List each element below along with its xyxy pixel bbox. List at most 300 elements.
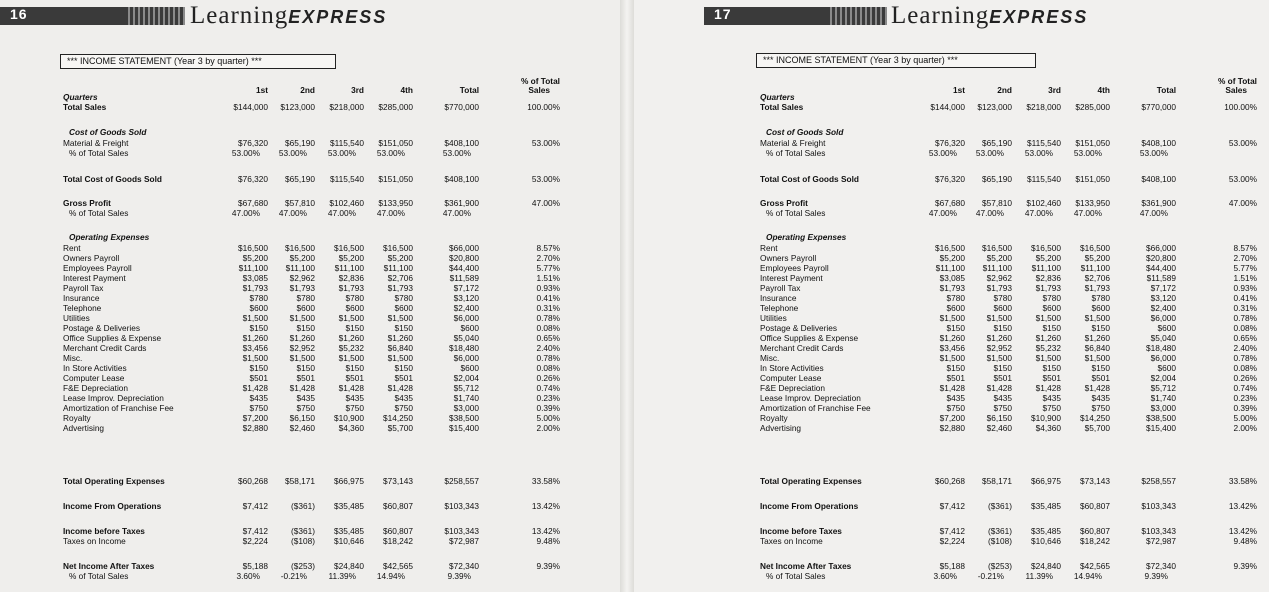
cell-value: 47.00% — [327, 208, 356, 218]
page-number: 17 — [714, 6, 732, 22]
cell-value: $1,500 — [289, 353, 315, 363]
statement-title: *** INCOME STATEMENT (Year 3 by quarter) *** — [60, 54, 336, 69]
cell-value: $6,150 — [289, 413, 315, 423]
cell-value: $1,500 — [986, 353, 1012, 363]
cell-value: $60,807 — [1080, 501, 1110, 511]
row-label: Postage & Deliveries — [760, 323, 838, 333]
cell-value: $144,000 — [930, 102, 965, 112]
cell-value: $750 — [296, 403, 315, 413]
cell-value: $1,500 — [1084, 353, 1110, 363]
cell-value: $780 — [394, 293, 413, 303]
cell-value: $11,100 — [285, 263, 315, 273]
table-row — [63, 536, 563, 547]
cell-value: $2,706 — [387, 273, 413, 283]
cell-value: $18,242 — [1080, 536, 1110, 546]
cell-percent: 47.00% — [531, 198, 560, 208]
row-label: % of Total Sales — [766, 148, 826, 158]
cell-percent: 0.65% — [1233, 333, 1257, 343]
cell-value: $780 — [345, 293, 364, 303]
cell-percent: 5.00% — [536, 413, 560, 423]
row-label: Total Sales — [760, 102, 804, 112]
cell-value: ($361) — [988, 501, 1012, 511]
cell-value: $103,343 — [1141, 501, 1176, 511]
cell-value: $750 — [1042, 403, 1061, 413]
cell-percent: 100.00% — [1224, 102, 1257, 112]
cell-value: $16,500 — [1031, 243, 1061, 253]
cell-value: $10,900 — [1031, 413, 1061, 423]
cell-value: $750 — [946, 403, 965, 413]
pct-header: % of Total — [1217, 76, 1257, 86]
book-gutter — [620, 0, 634, 592]
cell-value: $7,412 — [242, 501, 268, 511]
header-bar — [0, 7, 185, 25]
cell-value: $770,000 — [444, 102, 479, 112]
cell-value: $5,712 — [1150, 383, 1176, 393]
cell-value: ($253) — [988, 561, 1012, 571]
cell-value: $76,320 — [238, 174, 268, 184]
cell-value: $2,224 — [242, 536, 268, 546]
cell-value: $3,456 — [242, 343, 268, 353]
cell-percent: 2.70% — [1233, 253, 1257, 263]
cell-value: $150 — [296, 363, 315, 373]
cell-value: 9.39% — [447, 571, 471, 581]
cell-value: $1,260 — [939, 333, 965, 343]
cell-value: $18,480 — [1146, 343, 1176, 353]
cell-percent: 100.00% — [527, 102, 560, 112]
cell-value: $102,460 — [329, 198, 364, 208]
cell-value: $218,000 — [1026, 102, 1061, 112]
cell-value: $1,500 — [1035, 313, 1061, 323]
cell-value: -0.21% — [280, 571, 307, 581]
cell-value: $600 — [1157, 323, 1176, 333]
cell-value: $258,557 — [1141, 476, 1176, 486]
cell-value: $600 — [345, 303, 364, 313]
cell-value: 47.00% — [278, 208, 307, 218]
cell-value: $780 — [249, 293, 268, 303]
cell-value: $4,360 — [1035, 423, 1061, 433]
table-row — [63, 148, 563, 159]
cell-value: $102,460 — [1026, 198, 1061, 208]
cell-value: $4,360 — [338, 423, 364, 433]
cell-value: 11.39% — [328, 571, 356, 581]
row-label: F&E Depreciation — [63, 383, 129, 393]
column-header: 3rd — [1048, 85, 1061, 95]
cell-value: $133,950 — [1075, 198, 1110, 208]
row-label: Operating Expenses — [69, 232, 150, 242]
column-header: 3rd — [351, 85, 364, 95]
cell-value: $5,200 — [387, 253, 413, 263]
row-label: Quarters — [63, 92, 98, 102]
brand-logo: LearningEXPRESS — [891, 2, 1089, 29]
cell-value: $1,793 — [1035, 283, 1061, 293]
cell-value: $750 — [1091, 403, 1110, 413]
column-header: 4th — [1097, 85, 1110, 95]
row-label: Insurance — [760, 293, 797, 303]
table-row — [63, 501, 563, 512]
cell-value: $600 — [1042, 303, 1061, 313]
cell-value: $11,100 — [982, 263, 1012, 273]
cell-value: $1,260 — [986, 333, 1012, 343]
cell-value: $151,050 — [1075, 138, 1110, 148]
cell-value: $60,807 — [383, 526, 413, 536]
cell-value: $1,500 — [242, 313, 268, 323]
cell-percent: 9.48% — [1233, 536, 1257, 546]
row-label: Cost of Goods Sold — [766, 127, 844, 137]
cell-value: $1,428 — [1035, 383, 1061, 393]
cell-value: $1,428 — [939, 383, 965, 393]
row-label: Total Cost of Goods Sold — [760, 174, 859, 184]
cell-value: $65,190 — [982, 174, 1012, 184]
cell-value: $600 — [249, 303, 268, 313]
cell-value: $1,500 — [1084, 313, 1110, 323]
cell-value: $2,004 — [1150, 373, 1176, 383]
cell-value: $18,242 — [383, 536, 413, 546]
row-label: % of Total Sales — [69, 208, 129, 218]
row-label: Lease Improv. Depreciation — [63, 393, 164, 403]
cell-value: ($108) — [988, 536, 1012, 546]
row-label: Merchant Credit Cards — [760, 343, 844, 353]
row-label: Net Income After Taxes — [760, 561, 852, 571]
cell-value: 47.00% — [1024, 208, 1053, 218]
cell-value: $150 — [993, 323, 1012, 333]
cell-value: $73,143 — [383, 476, 413, 486]
cell-percent: 9.39% — [536, 561, 560, 571]
row-label: Owners Payroll — [760, 253, 817, 263]
cell-value: $150 — [1042, 363, 1061, 373]
cell-value: $600 — [460, 323, 479, 333]
cell-percent: 0.41% — [1233, 293, 1257, 303]
cell-value: $2,962 — [986, 273, 1012, 283]
row-label: Interest Payment — [63, 273, 126, 283]
cell-value: $11,589 — [449, 273, 479, 283]
cell-value: $1,500 — [1035, 353, 1061, 363]
cell-value: $600 — [946, 303, 965, 313]
cell-value: $6,000 — [1150, 353, 1176, 363]
cell-value: 47.00% — [376, 208, 405, 218]
cell-value: $1,428 — [986, 383, 1012, 393]
cell-value: $150 — [1042, 323, 1061, 333]
row-label: Advertising — [63, 423, 105, 433]
cell-value: $770,000 — [1141, 102, 1176, 112]
row-label: Employees Payroll — [760, 263, 829, 273]
cell-value: $57,810 — [285, 198, 315, 208]
cell-percent: 0.78% — [1233, 313, 1257, 323]
row-label: Amortization of Franchise Fee — [760, 403, 871, 413]
cell-value: $150 — [993, 363, 1012, 373]
cell-value: $35,485 — [1031, 501, 1061, 511]
cell-value: $7,200 — [939, 413, 965, 423]
cell-value: $1,500 — [387, 353, 413, 363]
cell-percent: 0.78% — [1233, 353, 1257, 363]
cell-value: $5,200 — [939, 253, 965, 263]
row-label: Computer Lease — [760, 373, 822, 383]
cell-percent: 9.39% — [1233, 561, 1257, 571]
cell-value: $1,793 — [1084, 283, 1110, 293]
cell-value: $6,150 — [986, 413, 1012, 423]
cell-value: $65,190 — [982, 138, 1012, 148]
row-label: Total Operating Expenses — [760, 476, 862, 486]
row-label: Income before Taxes — [63, 526, 145, 536]
cell-value: $58,171 — [285, 476, 315, 486]
cell-value: $6,000 — [1150, 313, 1176, 323]
cell-value: 47.00% — [1139, 208, 1168, 218]
table-row — [760, 571, 1260, 582]
cell-percent: 0.31% — [1233, 303, 1257, 313]
table-row — [760, 232, 1260, 243]
cell-value: $5,200 — [338, 253, 364, 263]
cell-value: $3,085 — [939, 273, 965, 283]
row-label: Rent — [63, 243, 81, 253]
cell-value: 53.00% — [231, 148, 260, 158]
table-row — [63, 423, 563, 434]
row-label: Insurance — [63, 293, 100, 303]
column-header: 2nd — [300, 85, 315, 95]
cell-value: $361,900 — [444, 198, 479, 208]
cell-value: 47.00% — [928, 208, 957, 218]
cell-value: $67,680 — [935, 198, 965, 208]
pct-header: Sales — [1225, 85, 1247, 95]
cell-value: $67,680 — [238, 198, 268, 208]
cell-value: 53.00% — [376, 148, 405, 158]
cell-value: $65,190 — [285, 174, 315, 184]
cell-percent: 33.58% — [531, 476, 560, 486]
cell-value: 14.94% — [1073, 571, 1102, 581]
table-row — [760, 102, 1260, 113]
cell-value: $1,428 — [289, 383, 315, 393]
cell-value: -0.21% — [977, 571, 1004, 581]
cell-value: $150 — [946, 363, 965, 373]
cell-percent: 0.93% — [1233, 283, 1257, 293]
cell-value: 53.00% — [278, 148, 307, 158]
cell-percent: 53.00% — [1228, 174, 1257, 184]
row-label: % of Total Sales — [69, 571, 129, 581]
cell-percent: 0.23% — [1233, 393, 1257, 403]
cell-value: $7,172 — [453, 283, 479, 293]
cell-value: $780 — [1042, 293, 1061, 303]
cell-value: $5,700 — [387, 423, 413, 433]
row-label: Postage & Deliveries — [63, 323, 141, 333]
cell-value: $1,428 — [242, 383, 268, 393]
cell-value: $72,340 — [449, 561, 479, 571]
cell-value: $11,100 — [238, 263, 268, 273]
cell-value: $20,800 — [1146, 253, 1176, 263]
cell-value: 53.00% — [928, 148, 957, 158]
row-label: Payroll Tax — [63, 283, 104, 293]
table-row — [63, 208, 563, 219]
cell-value: $408,100 — [1141, 174, 1176, 184]
cell-value: $1,740 — [453, 393, 479, 403]
cell-percent: 2.70% — [536, 253, 560, 263]
cell-value: $103,343 — [444, 526, 479, 536]
cell-value: $72,987 — [1146, 536, 1176, 546]
cell-value: ($361) — [291, 501, 315, 511]
pct-header: Sales — [528, 85, 550, 95]
cell-value: $150 — [249, 363, 268, 373]
cell-value: $501 — [1091, 373, 1110, 383]
cell-value: $6,000 — [453, 313, 479, 323]
row-label: Operating Expenses — [766, 232, 847, 242]
cell-percent: 0.78% — [536, 313, 560, 323]
cell-percent: 0.93% — [536, 283, 560, 293]
cell-value: $1,428 — [338, 383, 364, 393]
cell-value: $60,807 — [1080, 526, 1110, 536]
cell-value: $65,190 — [285, 138, 315, 148]
cell-value: $1,428 — [1084, 383, 1110, 393]
cell-value: $57,810 — [982, 198, 1012, 208]
left-page — [0, 0, 620, 592]
cell-value: $38,500 — [449, 413, 479, 423]
row-label: Utilities — [760, 313, 787, 323]
cell-value: $600 — [460, 363, 479, 373]
cell-value: 53.00% — [327, 148, 356, 158]
cell-value: $1,260 — [1084, 333, 1110, 343]
cell-percent: 47.00% — [1228, 198, 1257, 208]
cell-value: $10,646 — [1031, 536, 1061, 546]
cell-value: $66,975 — [334, 476, 364, 486]
cell-percent: 9.48% — [536, 536, 560, 546]
cell-percent: 0.26% — [536, 373, 560, 383]
cell-value: $14,250 — [383, 413, 413, 423]
cell-value: $11,100 — [1080, 263, 1110, 273]
cell-value: $150 — [394, 323, 413, 333]
cell-percent: 13.42% — [1228, 501, 1257, 511]
cell-value: $2,460 — [289, 423, 315, 433]
cell-value: $123,000 — [977, 102, 1012, 112]
cell-value: $3,456 — [939, 343, 965, 353]
cell-value: $435 — [1091, 393, 1110, 403]
row-label: Misc. — [63, 353, 83, 363]
column-header: Total — [459, 85, 479, 95]
cell-value: $150 — [1091, 363, 1110, 373]
cell-value: $1,500 — [242, 353, 268, 363]
cell-value: 53.00% — [975, 148, 1004, 158]
cell-value: $435 — [946, 393, 965, 403]
cell-value: $780 — [296, 293, 315, 303]
cell-value: $44,400 — [1146, 263, 1176, 273]
row-label: Interest Payment — [760, 273, 823, 283]
cell-value: $150 — [1091, 323, 1110, 333]
cell-value: $11,589 — [1146, 273, 1176, 283]
cell-value: $60,268 — [935, 476, 965, 486]
cell-percent: 0.26% — [1233, 373, 1257, 383]
cell-value: $15,400 — [449, 423, 479, 433]
cell-value: $144,000 — [233, 102, 268, 112]
cell-percent: 1.51% — [1233, 273, 1257, 283]
cell-value: $5,712 — [453, 383, 479, 393]
cell-percent: 2.00% — [1233, 423, 1257, 433]
cell-value: $2,706 — [1084, 273, 1110, 283]
cell-value: $73,143 — [1080, 476, 1110, 486]
cell-value: $2,004 — [453, 373, 479, 383]
cell-value: $501 — [296, 373, 315, 383]
cell-value: $66,000 — [449, 243, 479, 253]
cell-value: $5,700 — [1084, 423, 1110, 433]
cell-value: $3,120 — [453, 293, 479, 303]
right-page — [634, 0, 1269, 592]
table-row — [760, 174, 1260, 185]
cell-value: $5,188 — [939, 561, 965, 571]
row-label: Income From Operations — [760, 501, 859, 511]
cell-value: $115,540 — [330, 138, 364, 148]
page-header — [0, 2, 620, 29]
table-row — [63, 127, 563, 138]
cell-percent: 8.57% — [1233, 243, 1257, 253]
cell-value: $150 — [946, 323, 965, 333]
row-label: Taxes on Income — [63, 536, 126, 546]
cell-value: 47.00% — [442, 208, 471, 218]
cell-value: $7,200 — [242, 413, 268, 423]
cell-value: ($253) — [291, 561, 315, 571]
cell-value: $600 — [296, 303, 315, 313]
cell-value: $16,500 — [935, 243, 965, 253]
cell-value: $16,500 — [982, 243, 1012, 253]
cell-value: $72,340 — [1146, 561, 1176, 571]
cell-value: $115,540 — [1027, 174, 1061, 184]
cell-percent: 0.39% — [1233, 403, 1257, 413]
cell-value: $1,793 — [289, 283, 315, 293]
cell-value: $76,320 — [935, 174, 965, 184]
cell-value: $3,120 — [1150, 293, 1176, 303]
cell-value: 53.00% — [1139, 148, 1168, 158]
cell-value: $600 — [1157, 363, 1176, 373]
page-header — [634, 2, 1269, 29]
cell-value: $15,400 — [1146, 423, 1176, 433]
cell-value: $6,840 — [1084, 343, 1110, 353]
cell-value: $361,900 — [1141, 198, 1176, 208]
cell-percent: 0.65% — [536, 333, 560, 343]
cell-value: $501 — [993, 373, 1012, 383]
table-row — [63, 102, 563, 113]
statement-title: *** INCOME STATEMENT (Year 3 by quarter) *** — [756, 53, 1036, 68]
row-label: Utilities — [63, 313, 90, 323]
cell-value: $5,200 — [1035, 253, 1061, 263]
cell-value: $42,565 — [1080, 561, 1110, 571]
table-row — [760, 127, 1260, 138]
row-label: Owners Payroll — [63, 253, 120, 263]
cell-value: $151,050 — [1075, 174, 1110, 184]
cell-value: $150 — [345, 323, 364, 333]
cell-percent: 0.74% — [1233, 383, 1257, 393]
cell-value: $1,793 — [338, 283, 364, 293]
cell-value: $408,100 — [444, 138, 479, 148]
cell-percent: 0.08% — [1233, 363, 1257, 373]
row-label: Amortization of Franchise Fee — [63, 403, 174, 413]
cell-value: $2,962 — [289, 273, 315, 283]
cell-value: $11,100 — [1031, 263, 1061, 273]
cell-value: 11.39% — [1025, 571, 1053, 581]
cell-value: $44,400 — [449, 263, 479, 273]
cell-value: $35,485 — [1031, 526, 1061, 536]
cell-percent: 13.42% — [1228, 526, 1257, 536]
table-row — [760, 536, 1260, 547]
cell-value: ($361) — [291, 526, 315, 536]
cell-value: $2,836 — [1035, 273, 1061, 283]
row-label: Gross Profit — [760, 198, 808, 208]
cell-value: $600 — [394, 303, 413, 313]
column-header: 1st — [256, 85, 268, 95]
cell-percent: 0.31% — [536, 303, 560, 313]
cell-value: $66,000 — [1146, 243, 1176, 253]
cell-value: $1,260 — [338, 333, 364, 343]
table-row — [760, 208, 1260, 219]
row-label: Material & Freight — [760, 138, 826, 148]
table-row — [63, 232, 563, 243]
cell-value: $435 — [296, 393, 315, 403]
cell-value: $1,500 — [387, 313, 413, 323]
cell-value: $1,793 — [986, 283, 1012, 293]
cell-value: $1,740 — [1150, 393, 1176, 403]
column-header: 1st — [953, 85, 965, 95]
